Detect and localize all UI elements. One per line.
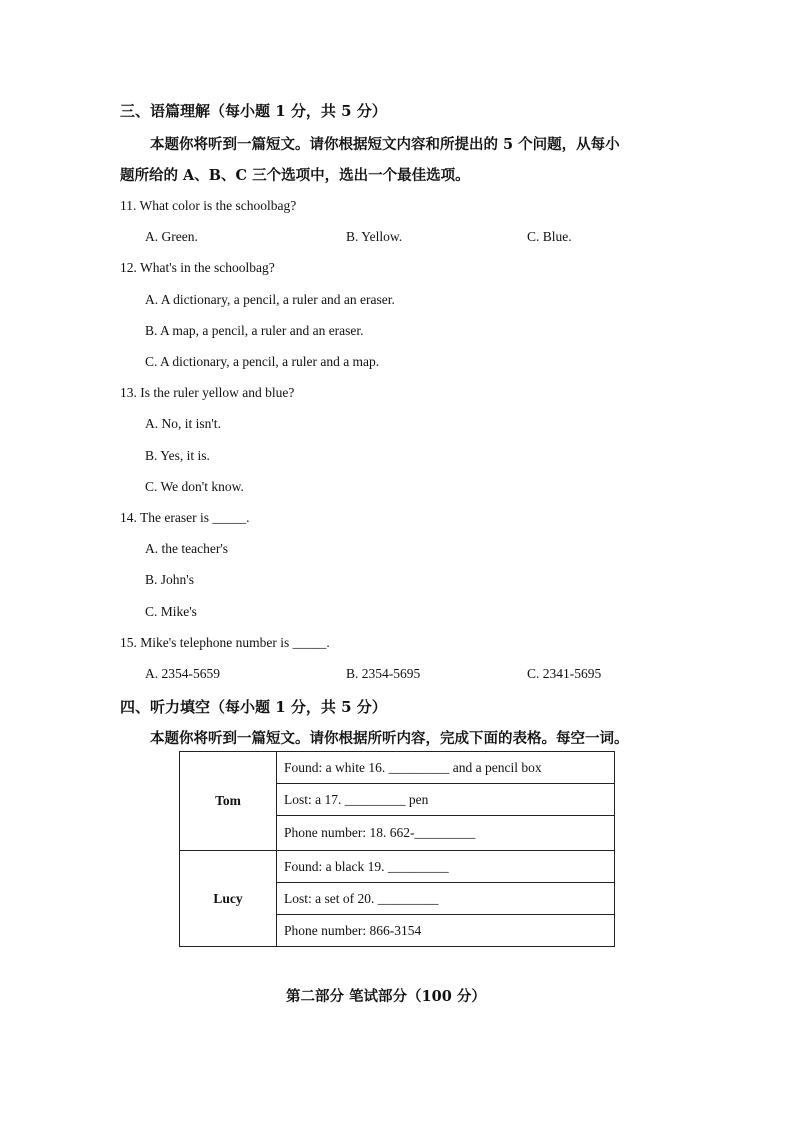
table-row	[180, 752, 615, 784]
q12-option-c: C. A dictionary, a pencil, a ruler and a map.	[145, 354, 380, 369]
section4-title: 四、听力填空（每小题 1 分，共 5 分）	[120, 698, 387, 716]
q13-option-b: B. Yes, it is.	[145, 448, 210, 463]
listening-fill-table	[179, 751, 615, 947]
q11-option-b: B. Yellow.	[346, 229, 403, 244]
table-cell: Lost: a 17. _________ pen	[277, 784, 615, 816]
table-row	[180, 851, 615, 883]
q12-option-b: B. A map, a pencil, a ruler and an eraser.	[145, 323, 364, 338]
table-cell: Phone number: 866-3154	[277, 915, 615, 947]
section3-title: 三、语篇理解（每小题 1 分，共 5 分）	[120, 102, 387, 120]
q14-option-c: C. Mike's	[145, 604, 197, 619]
q12-option-a: A. A dictionary, a pencil, a ruler and an eraser.	[145, 292, 395, 307]
question-11: 11. What color is the schoolbag?	[120, 198, 297, 213]
question-12: 12. What's in the schoolbag?	[120, 260, 275, 275]
section3-intro-line1: 本题你将听到一篇短文。请你根据短文内容和所提出的 5 个问题，从每小	[150, 136, 620, 153]
person-name-tom: Tom	[180, 752, 277, 851]
section3-intro-line2: 题所给的 A、B、C 三个选项中，选出一个最佳选项。	[120, 167, 470, 184]
part-two-heading: 第二部分 笔试部分（100 分）	[286, 988, 486, 1005]
q14-option-b: B. John's	[145, 572, 194, 587]
person-name-lucy: Lucy	[180, 851, 277, 947]
question-15: 15. Mike's telephone number is _____.	[120, 635, 330, 650]
question-13: 13. Is the ruler yellow and blue?	[120, 385, 295, 400]
table-cell: Phone number: 18. 662-_________	[277, 816, 615, 851]
table-cell: Lost: a set of 20. _________	[277, 883, 615, 915]
table-cell: Found: a white 16. _________ and a pencil box	[277, 752, 615, 784]
q15-option-b: B. 2354-5695	[346, 666, 421, 681]
q13-option-a: A. No, it isn't.	[145, 416, 221, 431]
q11-option-a: A. Green.	[145, 229, 198, 244]
q11-option-c: C. Blue.	[527, 229, 572, 244]
question-14: 14. The eraser is _____.	[120, 510, 250, 525]
q15-option-a: A. 2354-5659	[145, 666, 220, 681]
q13-option-c: C. We don't know.	[145, 479, 244, 494]
q15-option-c: C. 2341-5695	[527, 666, 602, 681]
q14-option-a: A. the teacher's	[145, 541, 229, 556]
section4-intro: 本题你将听到一篇短文。请你根据所听内容，完成下面的表格。每空一词。	[150, 730, 629, 747]
table-cell: Found: a black 19. _________	[277, 851, 615, 883]
